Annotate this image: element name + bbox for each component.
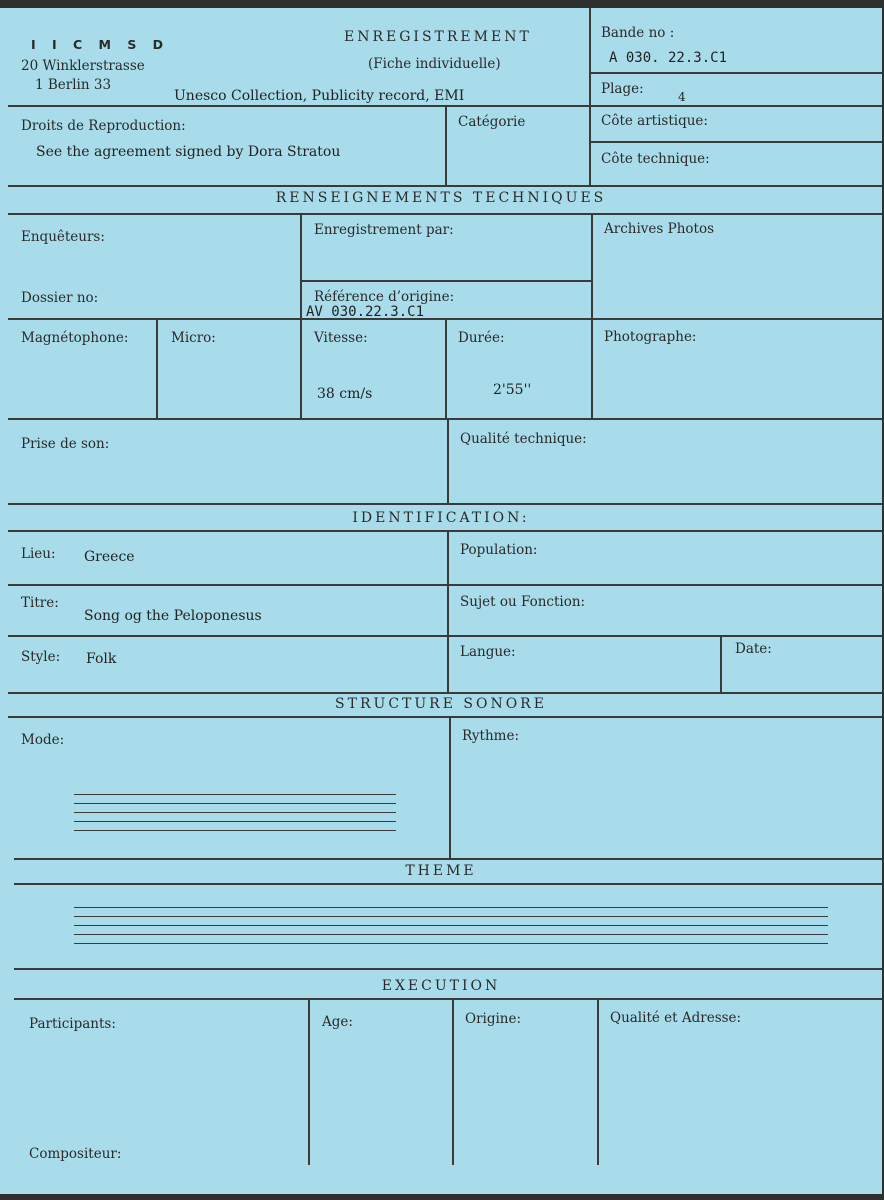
sujet-label: Sujet ou Fonction:	[460, 594, 586, 610]
ident-heading-rule	[8, 530, 882, 532]
plage-label: Plage:	[601, 81, 644, 97]
participants-label: Participants:	[29, 1016, 116, 1032]
execution-heading-rule	[14, 998, 882, 1000]
bande-label: Bande no :	[601, 25, 675, 41]
micro-divider	[156, 318, 158, 418]
titre-value: Song og the Peloponesus	[84, 608, 262, 624]
tech-col-divider-1	[300, 213, 302, 418]
structure-bottom-rule	[14, 858, 882, 860]
structure-heading: STRUCTURE SONORE	[335, 696, 547, 712]
mode-label: Mode:	[21, 732, 65, 748]
date-divider	[720, 635, 722, 692]
titre-label: Titre:	[21, 595, 59, 611]
vitesse-label: Vitesse:	[314, 330, 368, 346]
reference-label: Référence d’origine:	[314, 289, 455, 305]
structure-col-divider	[449, 716, 451, 858]
qualite-label: Qualité technique:	[460, 431, 587, 447]
origine-label: Origine:	[465, 1011, 522, 1027]
tech-heading: RENSEIGNEMENTS TECHNIQUES	[275, 190, 607, 206]
duree-divider	[445, 318, 447, 418]
structure-heading-rule	[8, 716, 882, 718]
age-label: Age:	[322, 1014, 353, 1030]
theme-heading: THEME	[405, 863, 477, 879]
lieu-label: Lieu:	[21, 546, 56, 562]
ident-col-divider	[447, 530, 449, 692]
theme-heading-rule	[14, 883, 882, 885]
prise-label: Prise de son:	[21, 436, 110, 452]
card-subtitle: (Fiche individuelle)	[368, 56, 501, 72]
droits-label: Droits de Reproduction:	[21, 118, 186, 134]
cote-divider	[589, 141, 882, 143]
cote-technique-label: Côte technique:	[601, 151, 710, 167]
ident-rule-2	[8, 635, 882, 637]
reference-value: AV 030.22.3.C1	[306, 304, 425, 320]
org-city: 1 Berlin 33	[35, 77, 112, 93]
collection-text: Unesco Collection, Publicity record, EMI	[174, 88, 465, 104]
recording-index-card	[0, 8, 882, 1194]
tech-col-divider-2	[591, 213, 593, 418]
tech-lower-rule	[8, 418, 882, 420]
lieu-value: Greece	[84, 549, 135, 565]
categorie-divider	[445, 105, 447, 185]
archives-photos-label: Archives Photos	[604, 221, 714, 237]
tech-heading-rule	[8, 213, 882, 215]
rythme-label: Rythme:	[462, 728, 520, 744]
langue-label: Langue:	[460, 644, 516, 660]
org-logo: I I C M S D	[31, 37, 170, 52]
enqueteurs-label: Enquêteurs:	[21, 229, 105, 245]
qualite-adresse-label: Qualité et Adresse:	[610, 1010, 742, 1026]
ident-bottom-rule	[8, 692, 882, 694]
population-label: Population:	[460, 542, 538, 558]
magnetophone-label: Magnétophone:	[21, 330, 129, 346]
execution-heading: EXECUTION	[381, 978, 501, 994]
exec-col-divider-1	[308, 998, 310, 1165]
ident-rule-1	[8, 584, 882, 586]
vitesse-value: 38 cm/s	[317, 386, 373, 402]
categorie-label: Catégorie	[458, 114, 526, 130]
duree-value: 2'55''	[493, 382, 532, 398]
compositeur-label: Compositeur:	[29, 1146, 122, 1162]
bande-value: A 030. 22.3.C1	[609, 50, 728, 66]
theme-bottom-rule	[14, 968, 882, 970]
micro-label: Micro:	[171, 330, 216, 346]
qualite-divider	[447, 418, 449, 503]
photographe-label: Photographe:	[604, 329, 697, 345]
dossier-label: Dossier no:	[21, 290, 99, 306]
date-label: Date:	[735, 641, 772, 657]
rights-bottom-rule	[8, 185, 882, 187]
exec-col-divider-3	[597, 998, 599, 1165]
enregistrement-divider	[300, 280, 591, 282]
bande-plage-divider	[589, 72, 882, 74]
enregistrement-par-label: Enregistrement par:	[314, 222, 454, 238]
org-street: 20 Winklerstrasse	[21, 58, 145, 74]
style-value: Folk	[86, 651, 117, 667]
duree-label: Durée:	[458, 330, 505, 346]
ident-heading: IDENTIFICATION:	[352, 510, 530, 526]
card-title: ENREGISTREMENT	[344, 29, 532, 45]
tech-bottom-rule	[8, 503, 882, 505]
header-right-divider	[589, 8, 591, 185]
style-label: Style:	[21, 649, 61, 665]
plage-value: 4	[678, 90, 686, 104]
cote-artistique-label: Côte artistique:	[601, 113, 708, 129]
droits-value: See the agreement signed by Dora Stratou	[36, 144, 341, 160]
exec-col-divider-2	[452, 998, 454, 1165]
